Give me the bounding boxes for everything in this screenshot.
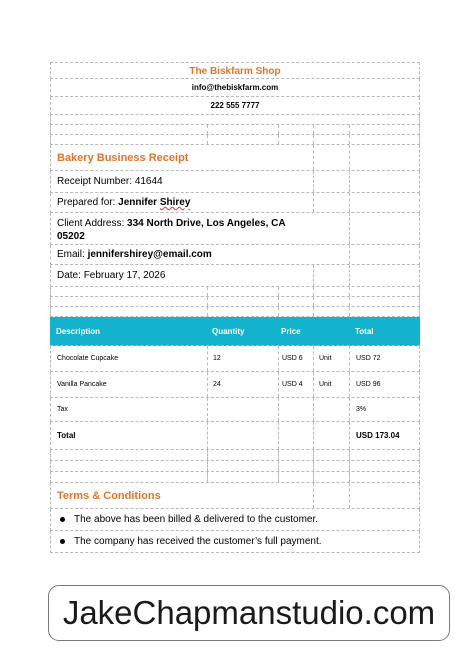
bullet-icon <box>60 517 65 522</box>
item-description: Chocolate Cupcake <box>57 355 119 362</box>
client-last-name: Shirey <box>159 197 191 208</box>
grand-total-value: USD 173.04 <box>356 431 400 440</box>
watermark-banner: JakeChapmanstudio.com <box>48 585 450 641</box>
item-price: USD 6 <box>282 355 303 362</box>
prepared-for-row <box>50 193 420 213</box>
prepared-for-label: Prepared for: <box>57 197 119 208</box>
client-email-label: Email: <box>57 249 88 260</box>
header-price: Price <box>281 326 301 336</box>
item-unit: Unit <box>319 355 332 362</box>
bullet-icon <box>60 539 65 544</box>
receipt-number-row <box>50 171 420 193</box>
client-address-line2: 05202 <box>57 231 85 242</box>
terms-item <box>50 531 420 553</box>
header-quantity: Quantity <box>212 326 245 336</box>
spacer-row <box>50 287 420 297</box>
spacer-row <box>50 450 420 461</box>
grand-total-row <box>50 422 420 450</box>
receipt-document <box>50 62 420 553</box>
spacer-row <box>50 135 420 145</box>
shop-name <box>50 62 420 79</box>
tax-row <box>50 398 420 422</box>
item-quantity: 24 <box>213 381 221 388</box>
item-description: Vanilla Pancake <box>57 381 107 388</box>
receipt-title: Bakery Business Receipt <box>57 151 189 164</box>
client-first-name: Jennifer <box>118 197 160 208</box>
tax-label: Tax <box>57 406 68 413</box>
item-total: USD 96 <box>356 381 381 388</box>
item-price: USD 4 <box>282 381 303 388</box>
item-unit: Unit <box>319 381 332 388</box>
shop-name-brand: Biskfarm <box>209 66 253 77</box>
item-quantity: 12 <box>213 355 221 362</box>
header-description: Description <box>56 326 101 336</box>
spacer-row <box>50 297 420 307</box>
client-email: jennifershirey@email.com <box>87 249 212 260</box>
spacer-row <box>50 115 420 125</box>
spacer-row <box>50 307 420 317</box>
client-email-row <box>50 245 420 265</box>
terms-item <box>50 509 420 531</box>
table-row <box>50 346 420 372</box>
grand-total-label: Total <box>57 431 76 440</box>
client-address-row <box>50 213 420 245</box>
receipt-date: February 17, 2026 <box>83 270 166 281</box>
terms-title: Terms & Conditions <box>57 489 161 502</box>
terms-title-row <box>50 483 420 509</box>
spacer-row <box>50 461 420 472</box>
date-row <box>50 265 420 287</box>
shop-name-prefix: The <box>189 66 210 77</box>
receipt-number: 41644 <box>134 176 163 187</box>
spacer-row <box>50 472 420 483</box>
header-total: Total <box>355 326 374 336</box>
shop-email: info@thebiskfarm.com <box>50 79 420 97</box>
receipt-title-row <box>50 145 420 171</box>
date-label: Date: <box>57 270 84 281</box>
shop-phone: 222 555 7777 <box>50 97 420 115</box>
table-header-row <box>50 317 420 346</box>
terms-item-text: The above has been billed & delivered to the customer. <box>74 514 319 525</box>
spacer-row <box>50 125 420 135</box>
receipt-number-label: Receipt Number: <box>57 176 135 187</box>
terms-item-text: The company has received the customer’s full payment. <box>74 536 322 547</box>
tax-value: 3% <box>356 406 367 413</box>
client-address-label: Client Address: <box>57 218 128 229</box>
shop-name-suffix: Shop <box>252 66 281 77</box>
client-address-line1: 334 North Drive, Los Angeles, CA <box>127 218 286 229</box>
item-total: USD 72 <box>356 355 381 362</box>
table-row <box>50 372 420 398</box>
